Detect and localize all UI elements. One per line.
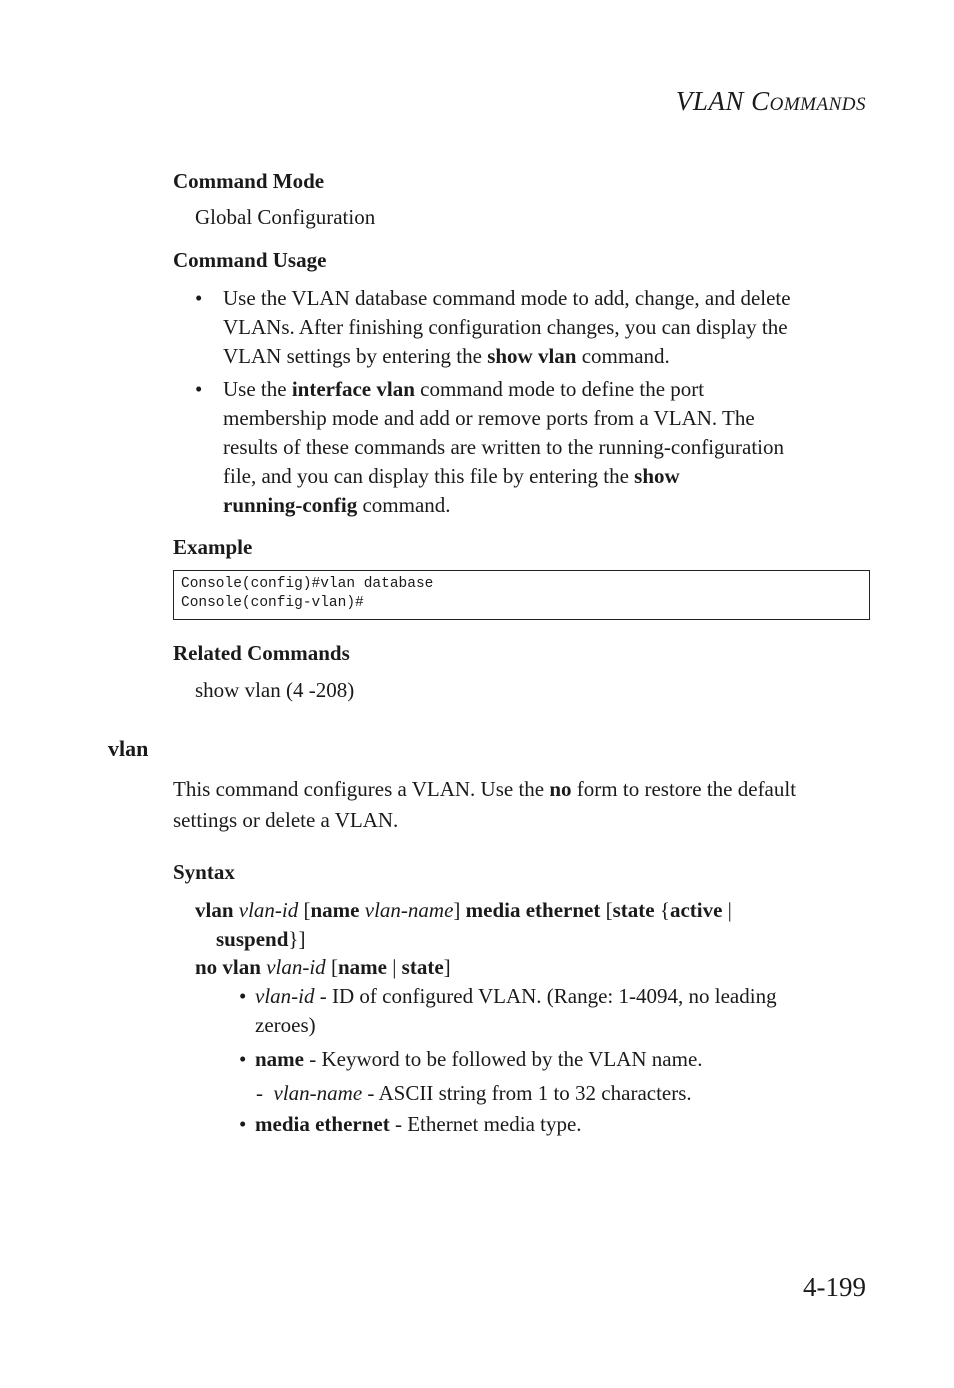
syntax-line-3	[195, 953, 451, 982]
parameter: vlan-name	[359, 898, 454, 922]
related-commands-link[interactable]: show vlan (4 -208)	[195, 678, 355, 702]
text: command mode to define the port	[414, 377, 705, 401]
usage-bullet-1-line-3	[223, 342, 791, 371]
related-commands-heading: Related Commands	[173, 641, 350, 665]
text: VLAN settings by entering the	[223, 344, 488, 368]
text: - Ethernet media type.	[389, 1112, 582, 1136]
syntax-heading: Syntax	[173, 860, 235, 884]
command-description	[173, 774, 796, 836]
param-1-bullet: •	[239, 984, 247, 1008]
example-code-line-2: Console(config-vlan)#	[181, 595, 364, 611]
example-code-box	[173, 570, 870, 620]
page-number: 4-199	[803, 1272, 866, 1302]
text: [	[298, 898, 311, 922]
param-3-bullet: •	[239, 1112, 247, 1136]
keyword: name	[337, 955, 387, 979]
parameter: vlan-id	[255, 984, 315, 1008]
usage-bullet-2-line-4	[223, 462, 784, 491]
param-2-bullet: •	[239, 1047, 247, 1071]
usage-bullet-1-line-2: VLANs. After finishing configuration changes, you can display the	[223, 315, 788, 339]
text: ]	[443, 955, 451, 979]
description-line-1	[173, 774, 796, 805]
running-header	[676, 86, 866, 117]
header-ommands: OMMANDS	[769, 94, 866, 115]
text: command.	[576, 344, 670, 368]
keyword: no	[549, 777, 572, 801]
keyword: state	[401, 955, 444, 979]
param-vlan-id	[255, 982, 777, 1040]
text: command.	[357, 493, 451, 517]
text: This command configures a VLAN. Use the	[173, 777, 550, 801]
header-cap-v: V	[675, 86, 693, 116]
keyword: name	[310, 898, 360, 922]
command-name: show	[634, 464, 680, 488]
command-mode-heading: Command Mode	[173, 169, 325, 193]
header-lan: LAN	[692, 86, 744, 116]
description-line-2: settings or delete a VLAN.	[173, 808, 399, 832]
parameter: vlan-id	[233, 898, 299, 922]
text: [	[325, 955, 338, 979]
keyword: vlan	[195, 898, 234, 922]
param-vlan-name	[256, 1079, 692, 1108]
text: }]	[288, 927, 306, 951]
param-vlan-id-line-2: zeroes)	[255, 1013, 316, 1037]
keyword: state	[612, 898, 655, 922]
keyword: active	[669, 898, 723, 922]
keyword: no vlan	[195, 955, 261, 979]
usage-bullet-2-line-2: membership mode and add or remove ports from a VLAN. The	[223, 406, 755, 430]
syntax-line-2	[216, 925, 305, 954]
keyword: media ethernet	[255, 1112, 390, 1136]
text: - ASCII string from 1 to 32 characters.	[362, 1081, 692, 1105]
usage-bullet-2-line-3: results of these commands are written to the running-configuration	[223, 435, 785, 459]
usage-bullet-2	[223, 375, 784, 520]
example-heading: Example	[173, 535, 253, 559]
text: |	[722, 898, 732, 922]
header-cap-c: C	[743, 86, 770, 116]
usage-bullet-2-line-5	[223, 491, 784, 520]
keyword: media ethernet	[465, 898, 601, 922]
usage-bullet-2-dot: •	[195, 377, 203, 401]
usage-bullet-1-line-1: Use the VLAN database command mode to add, change, and delete	[223, 286, 791, 310]
usage-bullet-2-line-1	[223, 375, 784, 404]
param-vlan-id-line-1	[255, 982, 777, 1011]
dash: -	[256, 1081, 263, 1105]
syntax-line-1	[195, 896, 732, 925]
text: [	[600, 898, 613, 922]
text: |	[386, 955, 402, 979]
text: Use the	[223, 377, 292, 401]
param-media-ethernet	[255, 1110, 582, 1139]
parameter: vlan-id	[260, 955, 326, 979]
text: file, and you can display this file by entering the	[223, 464, 635, 488]
text: {	[654, 898, 670, 922]
keyword: suspend	[216, 927, 289, 951]
parameter: vlan-name	[273, 1081, 363, 1105]
command-name: show vlan	[487, 344, 577, 368]
command-usage-heading: Command Usage	[173, 248, 327, 272]
usage-bullet-1	[223, 284, 791, 371]
param-name	[255, 1045, 703, 1074]
command-mode-text: Global Configuration	[195, 205, 376, 229]
text: - ID of configured VLAN. (Range: 1-4094, no leading	[314, 984, 777, 1008]
keyword: name	[255, 1047, 304, 1071]
command-name: running-config	[223, 493, 358, 517]
text: - Keyword to be followed by the VLAN name.	[304, 1047, 703, 1071]
text: ]	[453, 898, 466, 922]
usage-bullet-1-dot: •	[195, 286, 203, 310]
command-title: vlan	[108, 736, 149, 761]
text: form to restore the default	[571, 777, 797, 801]
command-name: interface vlan	[291, 377, 415, 401]
example-code-line-1: Console(config)#vlan database	[181, 576, 434, 592]
